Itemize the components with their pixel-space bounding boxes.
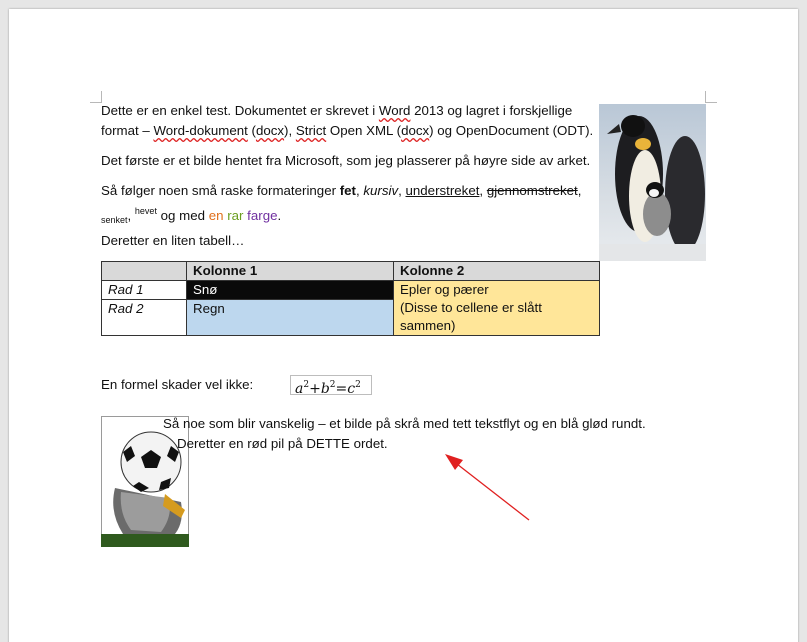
formula-equation[interactable] — [290, 375, 372, 395]
table-cell-regn[interactable]: Regn — [187, 300, 394, 336]
table-header-empty[interactable] — [102, 262, 187, 281]
color-rar: rar — [227, 208, 244, 223]
formula-exp-c: 2 — [355, 380, 361, 390]
wrap-text-line-2: Deretter en rød pil på DETTE ordet. — [177, 436, 388, 451]
table-cell-merged[interactable] — [394, 281, 600, 336]
p1-text-a: Dette er en enkel test. Dokumentet er skrevet i — [101, 103, 379, 118]
strike-text: gjennomstreket — [486, 183, 578, 198]
paragraph-3-line-1: Så følger noen små raske formateringer fet, kursiv, understreket, gjennomstreket, — [101, 183, 582, 198]
paragraph-1-line-1 — [101, 101, 572, 121]
formula-label: En formel skader vel ikke: — [101, 377, 254, 392]
p1-text-b: 2013 og lagret i forskjellige — [410, 103, 573, 118]
docx-1: docx — [255, 123, 285, 138]
p1-text-d: ( — [247, 123, 256, 138]
paragraph-1-line-2 — [101, 121, 593, 141]
paragraph-4: Deretter en liten tabell… — [101, 233, 245, 248]
color-en: en — [208, 208, 224, 223]
table-header-row — [102, 262, 600, 281]
word-dokument: Word-dokument — [153, 123, 248, 138]
merged-line-2: (Disse to cellene er slått — [400, 300, 542, 315]
paragraph-2: Det første er et bilde hentet fra Microsoft, som jeg plasserer på høyre side av arket. — [101, 153, 591, 168]
table-header-kolonne-2[interactable]: Kolonne 2 — [394, 262, 600, 281]
wrap-text-line-1: Så noe som blir vanskelig – et bilde på skrå med tett tekstflyt og en blå glød rundt. — [163, 416, 646, 431]
formula-eq: = — [335, 381, 348, 397]
crop-mark-top-right — [705, 91, 717, 103]
p3-med: og med — [156, 208, 209, 223]
bold-text: fet — [339, 183, 356, 198]
formula-exp-a: 2 — [303, 380, 310, 390]
formula-b: b — [320, 381, 330, 397]
football-image[interactable] — [101, 416, 189, 547]
p1-text-f: Open XML ( — [326, 123, 402, 138]
formula-exp-b: 2 — [329, 380, 336, 390]
underline-text: understreket — [405, 183, 480, 198]
paragraph-3-line-2: $_{senket}$, $^{hevet}$ og med en rar farge. — [101, 206, 282, 225]
table-header-kolonne-1[interactable]: Kolonne 1 — [187, 262, 394, 281]
table-cell-sno[interactable]: Snø — [187, 281, 394, 300]
docx-2: docx — [401, 123, 430, 138]
table-row — [102, 281, 600, 300]
p3-intro: Så følger noen små raske formateringer — [101, 183, 340, 198]
p1-text-g: ) og OpenDocument (ODT). — [429, 123, 594, 138]
merged-line-1: Epler og pærer — [400, 282, 489, 297]
p1-text-c: format – — [101, 123, 154, 138]
document-page[interactable] — [9, 9, 798, 642]
table-cell-rad-2[interactable]: Rad 2 — [102, 300, 187, 336]
red-arrow[interactable] — [429, 444, 539, 534]
subscript-text: senket — [101, 215, 128, 225]
data-table[interactable] — [101, 261, 600, 336]
table-cell-rad-1[interactable]: Rad 1 — [102, 281, 187, 300]
word-misspelled: Word — [378, 103, 411, 118]
penguin-image[interactable] — [599, 104, 706, 261]
merged-line-3: sammen) — [400, 318, 456, 333]
formula-c: c — [347, 381, 356, 397]
superscript-text: hevet — [134, 206, 157, 216]
strict: Strict — [295, 123, 327, 138]
formula-plus: + — [309, 381, 321, 397]
color-farge: farge — [247, 208, 278, 223]
formula-a: a — [295, 381, 304, 397]
italic-text: kursiv — [363, 183, 399, 198]
p1-text-e: ), — [284, 123, 296, 138]
